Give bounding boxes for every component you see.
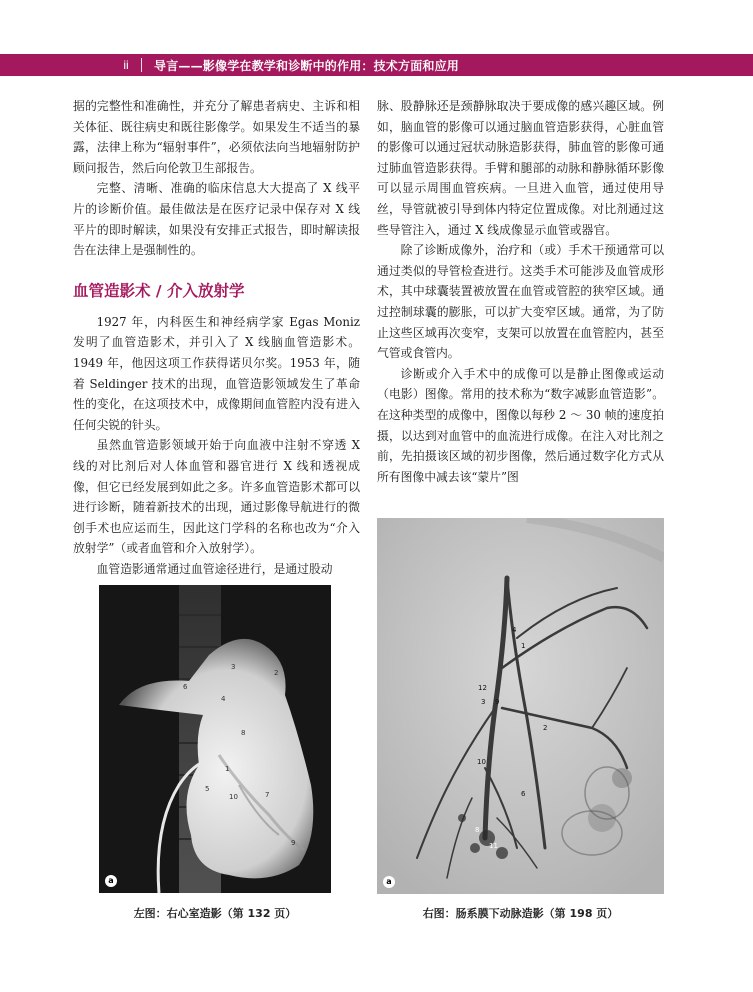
figure-label: 4 [512, 626, 517, 634]
figure-label: 6 [183, 683, 188, 691]
paragraph: 1927 年，内科医生和神经病学家 Egas Moniz 发明了血管造影术，并引入了 X 线脑血管造影术。1949 年，他因这项工作获得诺贝尔奖。1953 年，随着 Seldinger 技术的出现，血管造影领域发生了革命性的变化，在这项技术中，成像期间血管腔内没有进入任何尖锐的针头。 [73, 314, 360, 432]
inferior-mesenteric-arteriogram-image [377, 518, 664, 894]
paragraph: 血管造影通常通过血管途径进行，是通过股动 [96, 561, 333, 576]
figure-label: 1 [521, 642, 526, 650]
figure-label: 1 [225, 765, 230, 773]
running-header [0, 54, 753, 76]
figure-label: 10 [477, 758, 486, 766]
right-figure-caption: 右图：肠系膜下动脉造影（第 198 页） [422, 907, 619, 920]
figure-label: 11 [489, 842, 498, 850]
right-text-column [377, 96, 664, 487]
section-heading: 血管造影术 / 介入放射学 [73, 281, 245, 300]
figure-label: 12 [478, 684, 487, 692]
figure-label: 3 [481, 698, 486, 706]
figure-label: 9 [495, 698, 500, 706]
figure-badge: a [383, 876, 395, 888]
figure-label: 9 [291, 839, 296, 847]
figure-label: 4 [221, 695, 226, 703]
paragraph: 完整、清晰、准确的临床信息大大提高了 X 线平片的诊断价值。最佳做法是在医疗记录中保存对 X 线平片的即时解读，如果没有安排正式报告，即时解读报告在法律上是强制性的。 [73, 181, 360, 258]
paragraph: 虽然血管造影领域开始于向血液中注射不穿透 X 线的对比剂后对人体血管和器官进行 X 线和透视成像，但它已经发展到如此之多。许多血管造影术都可以进行诊断，随着新技术的出现，通过影像导航进行的微创手术也应运而生，因此这门学科的名称也改为“介入放射学”（或者血管和介入放射学）。 [73, 438, 360, 556]
page-number: ii [117, 58, 142, 72]
running-title: 导言——影像学在教学和诊断中的作用：技术方面和应用 [154, 58, 460, 73]
right-ventriculogram-image [99, 585, 331, 893]
paragraph: 除了诊断成像外，治疗和（或）手术干预通常可以通过类似的导管检查进行。这类手术可能涉及血管成形术，其中球囊装置被放置在血管或管腔的狭窄区域。通过控制球囊的膨胀，可以扩大变窄区域。通常，为了防止这些区域再次变窄，支架可以放置在血管腔内，甚至气管或食管内。 [377, 243, 664, 361]
paragraph: 据的完整性和准确性，并充分了解患者病史、主诉和相关体征、既往病史和既往影像学。如果发生不适当的暴露，法律上称为“辐射事件”，必须依法向当地辐射防护顾问报告，然后向伦敦卫生部报告。 [73, 99, 360, 175]
figure-label: 3 [231, 663, 236, 671]
figure-label: 7 [265, 791, 270, 799]
figure-label: 6 [521, 790, 526, 798]
figure-label: 2 [543, 724, 548, 732]
figure-label: 8 [241, 729, 246, 737]
left-figure-caption: 左图：右心室造影（第 132 页） [133, 907, 297, 920]
figure-label: 10 [229, 793, 238, 801]
figure-label: 2 [274, 669, 279, 677]
figure-label: 8 [475, 826, 480, 834]
figure-badge: a [105, 875, 117, 887]
paragraph: 脉、股静脉还是颈静脉取决于要成像的感兴趣区域。例如，脑血管的影像可以通过脑血管造影获得，心脏血管的影像可以通过冠状动脉造影获得，肺血管的影像可通过肺血管造影获得。手臂和腿部的动脉和静脉循环影像可以显示周围血管疾病。一旦进入血管，通过使用导丝，导管就被引导到体内特定位置成像。对比剂通过这些导管注入，通过 X 线成像显示血管或器官。 [377, 99, 664, 237]
paragraph: 诊断或介入手术中的成像可以是静止图像或运动（电影）图像。常用的技术称为“数字减影血管造影”。在这种类型的成像中，图像以每秒 2 ～ 30 帧的速度拍摄，以达到对血管中的血流进行成像。在注入对比剂之前，先拍摄该区域的初步图像，然后通过数字化方式从所有图像中减去该“蒙片”图 [377, 366, 664, 484]
left-text-column [73, 96, 360, 579]
figure-label: 5 [205, 785, 210, 793]
